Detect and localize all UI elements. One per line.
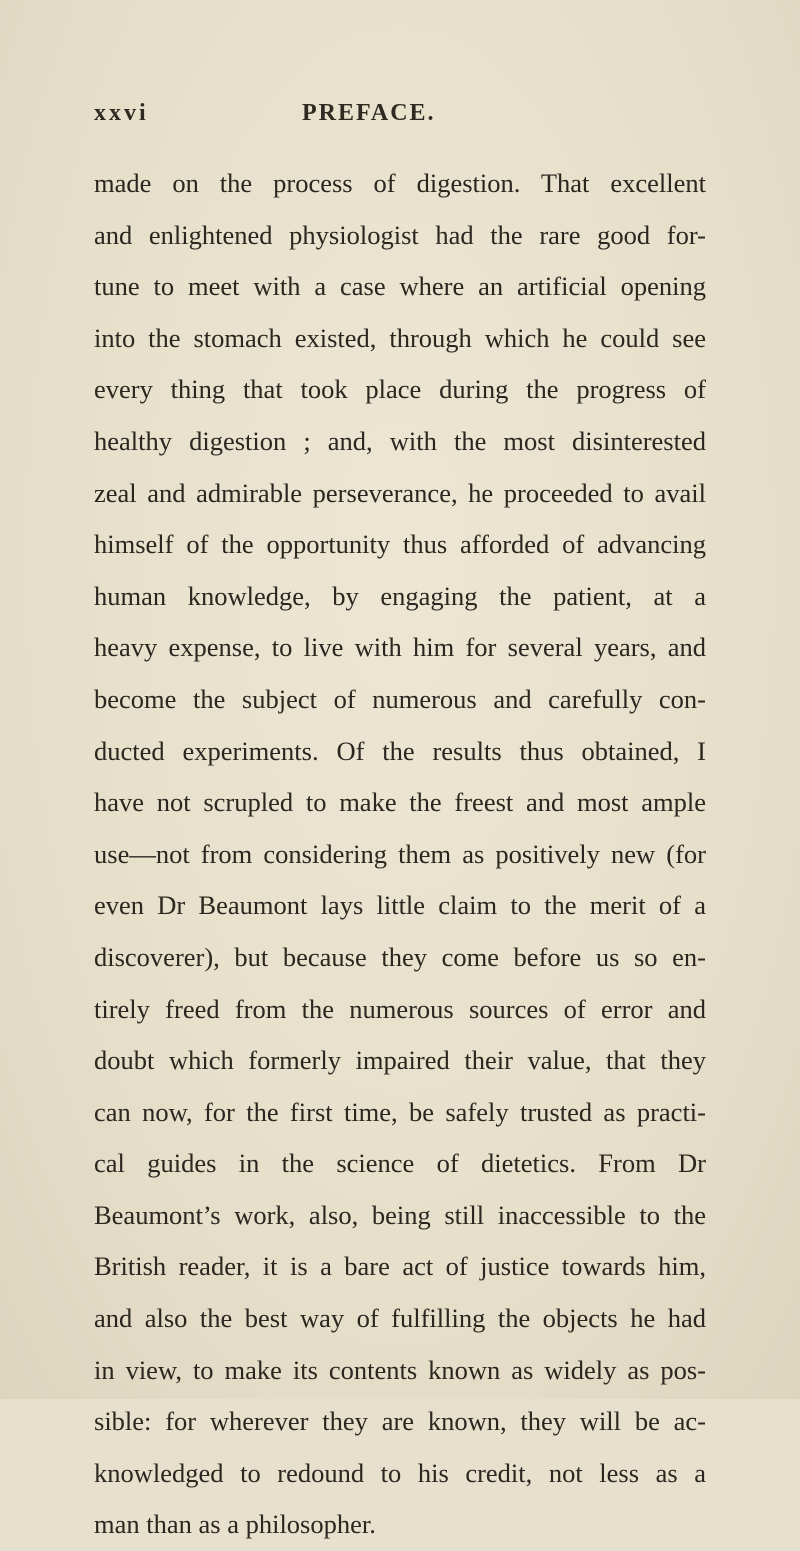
text-line: and enlightened physiologist had the rare good for-	[94, 219, 706, 250]
text-line-last: man than as a philosopher.	[94, 1509, 376, 1540]
page-number: xxvi	[94, 100, 149, 126]
text-line: tirely freed from the numerous sources of error and	[94, 993, 706, 1024]
text-line: discoverer), but because they come before us so en-	[94, 941, 706, 972]
text-line: made on the process of digestion. That excellent	[94, 168, 706, 198]
text-line: into the stomach existed, through which he could see	[94, 322, 706, 353]
text-line: become the subject of numerous and carefully con-	[94, 683, 706, 714]
text-line: every thing that took place during the progress of	[94, 374, 706, 405]
text-line: zeal and admirable perseverance, he proceeded to avail	[94, 477, 706, 508]
text-line: have not scrupled to make the freest and most ample	[94, 787, 706, 818]
text-line: even Dr Beaumont lays little claim to the merit of a	[94, 890, 706, 921]
text-line: British reader, it is a bare act of justice towards him,	[94, 1251, 706, 1282]
running-title: PREFACE.	[302, 100, 436, 126]
text-line: knowledged to redound to his credit, not less as a	[94, 1457, 706, 1488]
text-line: tune to meet with a case where an artificial opening	[94, 271, 706, 302]
text-line: himself of the opportunity thus afforded of advancing	[94, 529, 706, 560]
text-line: cal guides in the science of dietetics. From Dr	[94, 1148, 706, 1179]
text-line: Beaumont’s work, also, being still inaccessible to the	[94, 1199, 706, 1230]
body-paragraph	[94, 158, 706, 1551]
text-line: use—not from considering them as positively new (for	[94, 838, 706, 869]
text-line: ducted experiments. Of the results thus obtained, I	[94, 735, 706, 766]
text-line: healthy digestion ; and, with the most disinterested	[94, 425, 706, 456]
text-line: human knowledge, by engaging the patient, at a	[94, 580, 706, 611]
text-line: heavy expense, to live with him for several years, and	[94, 632, 706, 663]
text-line: and also the best way of fulfilling the objects he had	[94, 1303, 706, 1334]
text-line: in view, to make its contents known as widely as pos-	[94, 1354, 706, 1385]
running-head	[94, 100, 714, 140]
text-line: doubt which formerly impaired their value, that they	[94, 1045, 706, 1076]
text-line: sible: for wherever they are known, they will be ac-	[94, 1406, 706, 1437]
text-line: can now, for the first time, be safely trusted as practi-	[94, 1096, 706, 1127]
